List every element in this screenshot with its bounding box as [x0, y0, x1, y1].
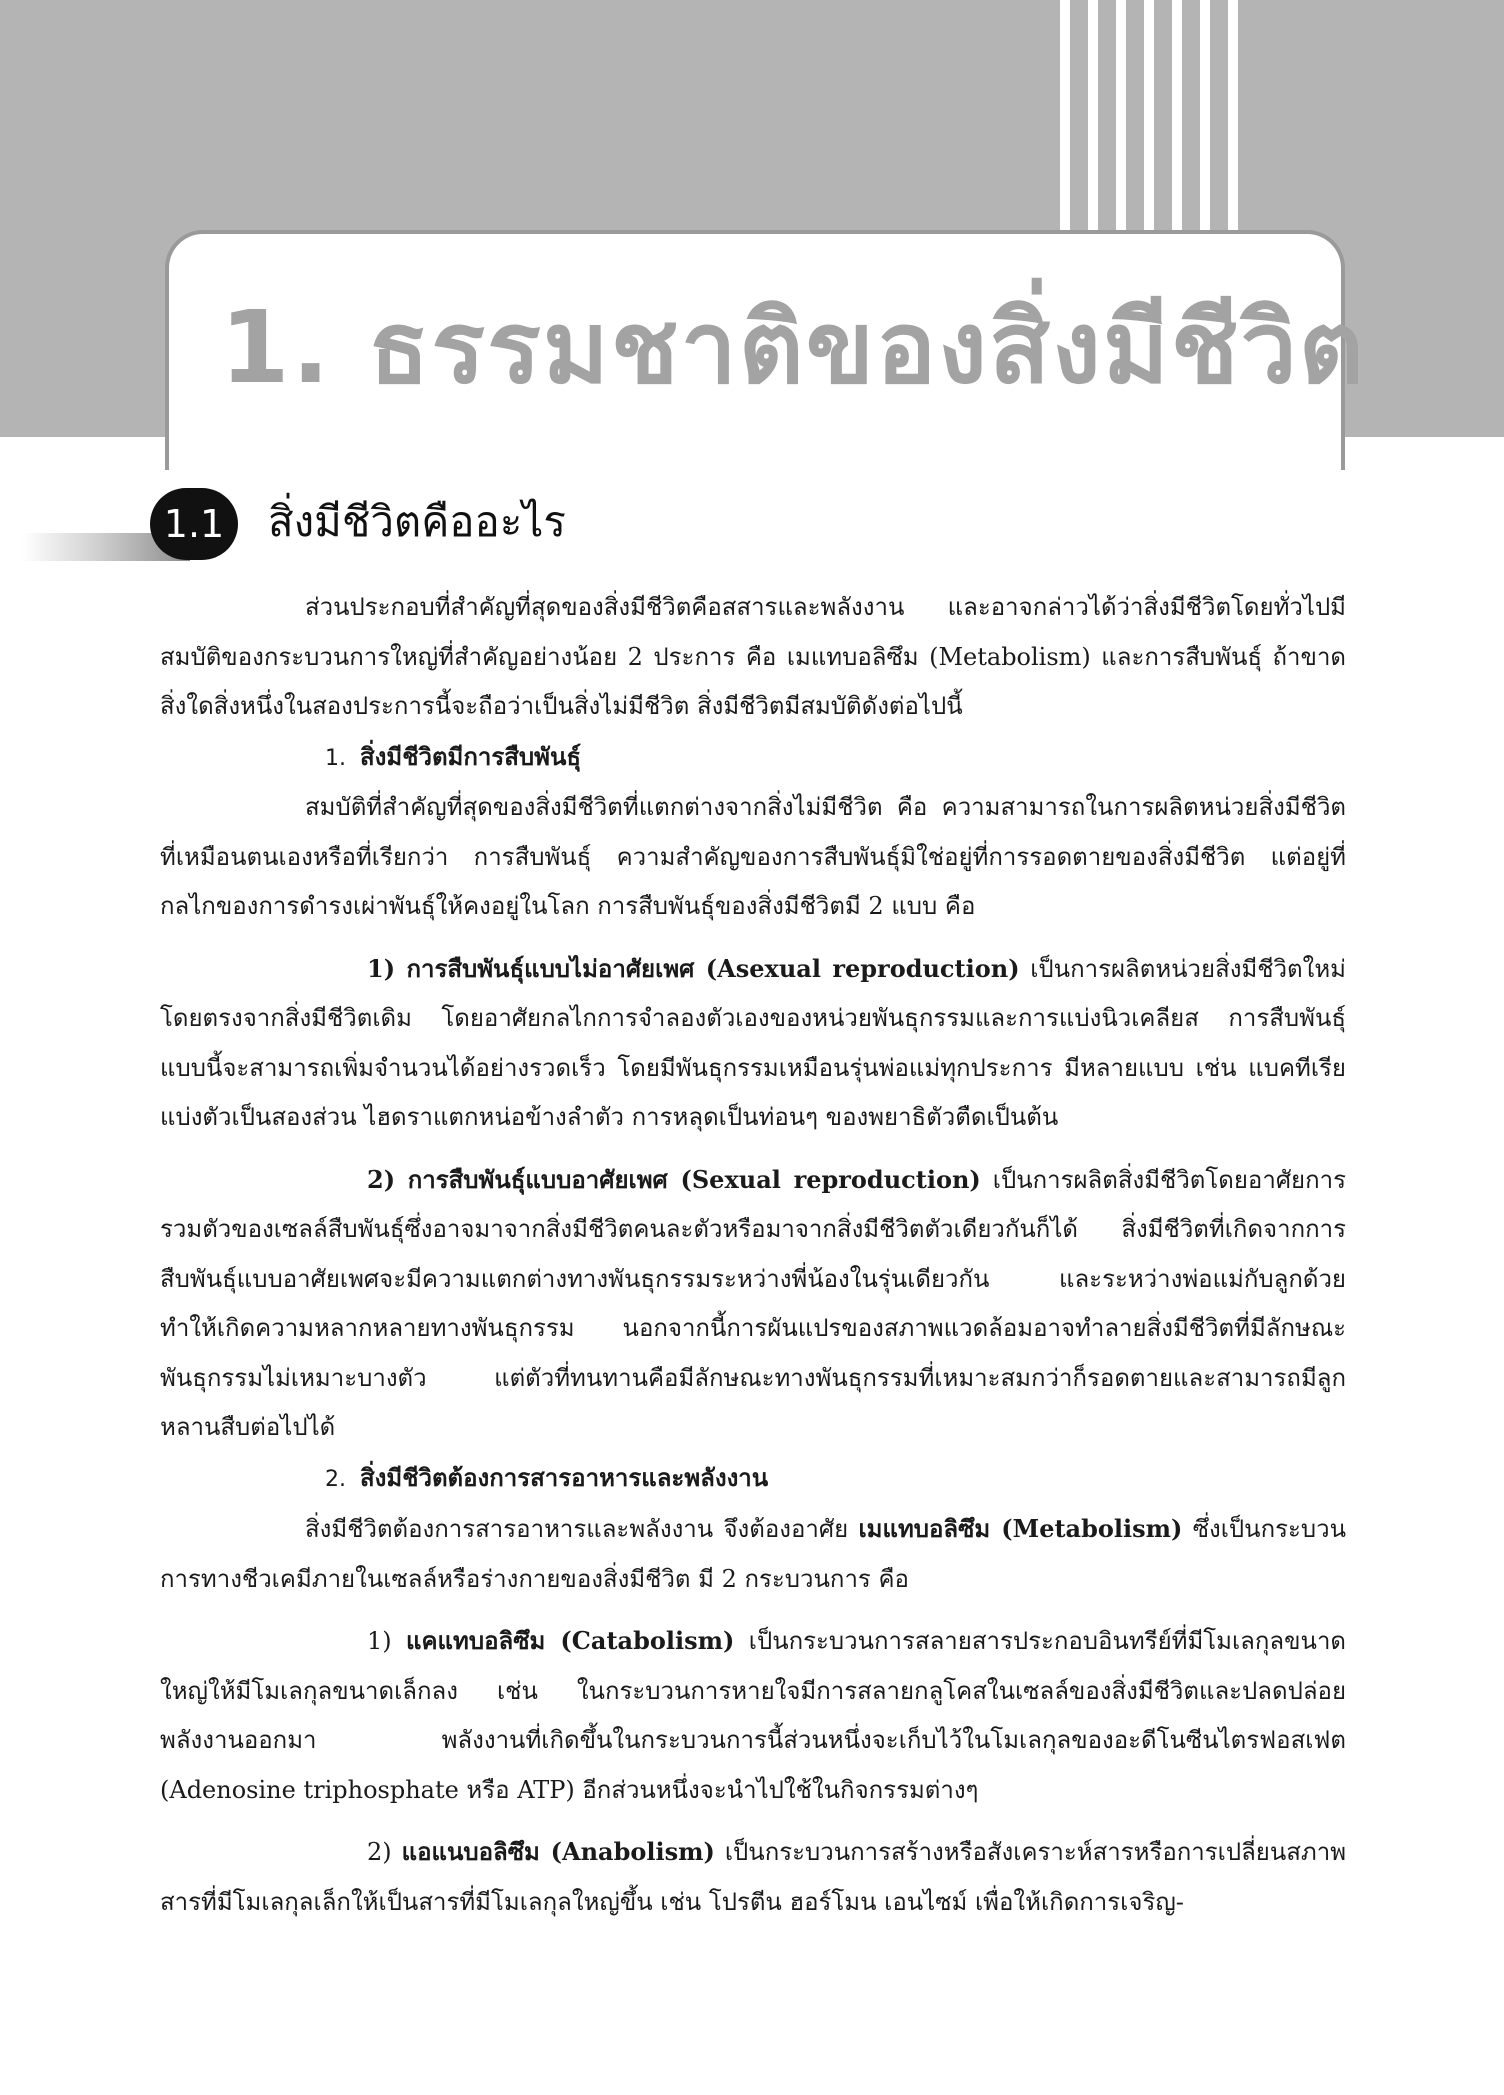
item2-heading [160, 1453, 1346, 1505]
item2-title: สิ่งมีชีวิตต้องการสารอาหารและพลังงาน [360, 1462, 769, 1492]
item1-paragraph: สมบัติที่สำคัญที่สุดของสิ่งมีชีวิตที่แตกต่างจากสิ่งไม่มีชีวิต คือ ความสามารถในการผลิตหน่วยสิ่งมีชีวิตที่เหมือนตนเองหรือที่เรียกว่า การสืบพันธุ์ ความสำคัญของการสืบพันธุ์มิใช่อยู่ที่การรอดตายของสิ่งมีชีวิต แต่อยู่ที่กลไกของการดำรงเผ่าพันธุ์ให้คงอยู่ในโลก การสืบพันธุ์ของสิ่งมีชีวิตมี 2 แบบ คือ [160, 793, 1346, 920]
item2-text-bold: เมแทบอลิซึม (Metabolism) [858, 1514, 1183, 1543]
section-title: สิ่งมีชีวิตคืออะไร [268, 497, 566, 546]
item2-sub2-paragraph [160, 1827, 1346, 1927]
item1-sub2-paragraph [160, 1155, 1346, 1453]
item1-title: สิ่งมีชีวิตมีการสืบพันธุ์ [360, 741, 582, 771]
page-body [160, 583, 1346, 1927]
decorative-stripes [1060, 0, 1290, 230]
item2-sub2-text: เป็นกระบวนการสร้างหรือสังเคราะห์สารหรือการเปลี่ยนสภาพสารที่มีโมเลกุลเล็กให้เป็นสารที่มีโมเลกุลใหญ่ขึ้น เช่น โปรตีน ฮอร์โมน เอนไซม์ เพื่อให้เกิดการเจริญ- [160, 1838, 1347, 1916]
item2-sub1-paragraph [160, 1616, 1346, 1815]
item1-heading [160, 732, 1346, 784]
item1-sub1-paragraph [160, 944, 1346, 1143]
intro-paragraph: ส่วนประกอบที่สำคัญที่สุดของสิ่งมีชีวิตคือสสารและพลังงาน และอาจกล่าวได้ว่าสิ่งมีชีวิตโดยทั่วไปมีสมบัติของกระบวนการใหญ่ที่สำคัญอย่างน้อย 2 ประการ คือ เมแทบอลิซึม (Metabolism) และการสืบพันธุ์ ถ้าขาดสิ่งใดสิ่งหนึ่งในสองประการนี้จะถือว่าเป็นสิ่งไม่มีชีวิต สิ่งมีชีวิตมีสมบัติดังต่อไปนี้ [160, 593, 1346, 720]
item2-text-a: สิ่งมีชีวิตต้องการสารอาหารและพลังงาน จึงต้องอาศัย [305, 1515, 859, 1543]
item2-paragraph [160, 1504, 1346, 1604]
chapter-title: 1. ธรรมชาติของสิ่งมีชีวิต [220, 289, 1366, 406]
item1-sub1-text: เป็นการผลิตหน่วยสิ่งมีชีวิตใหม่โดยตรงจากสิ่งมีชีวิตเดิม โดยอาศัยกลไกการจำลองตัวเองของหน่วยพันธุกรรมและการแบ่งนิวเคลียส การสืบพันธุ์แบบนี้จะสามารถเพิ่มจำนวนได้อย่างรวดเร็ว โดยมีพันธุกรรมเหมือนรุ่นพ่อแม่ทุกประการ มีหลายแบบ เช่น แบคทีเรียแบ่งตัวเป็นสองส่วน ไฮดราแตกหน่อข้างลำตัว การหลุดเป็นท่อนๆ ของพยาธิตัวตืดเป็นต้น [160, 954, 1346, 1131]
section-number-badge: 1.1 [150, 488, 238, 560]
item1-sub2-lead: 2) การสืบพันธุ์แบบอาศัยเพศ (Sexual reproduction) [367, 1164, 981, 1194]
item2-number: 2. [325, 1466, 346, 1492]
item2-sub2-num: 2) [367, 1838, 402, 1866]
item2-sub1-lead: แคแทบอลิซึม (Catabolism) [406, 1626, 735, 1655]
item1-number: 1. [325, 745, 346, 771]
item2-sub1-num: 1) [367, 1627, 407, 1655]
item1-sub1-lead: 1) การสืบพันธุ์แบบไม่อาศัยเพศ (Asexual reproduction) [367, 953, 1020, 983]
item1-sub2-text: เป็นการผลิตสิ่งมีชีวิตโดยอาศัยการรวมตัวของเซลล์สืบพันธุ์ซึ่งอาจมาจากสิ่งมีชีวิตคนละตัวหรือมาจากสิ่งมีชีวิตตัวเดียวกันก็ได้ สิ่งมีชีวิตที่เกิดจากการสืบพันธุ์แบบอาศัยเพศจะมีความแตกต่างทางพันธุกรรมระหว่างพี่น้องในรุ่นเดียวกัน และระหว่างพ่อแม่กับลูกด้วย ทำให้เกิดความหลากหลายทางพันธุกรรม นอกจากนี้การผันแปรของสภาพแวดล้อมอาจทำลายสิ่งมีชีวิตที่มีลักษณะพันธุกรรมไม่เหมาะบางตัว แต่ตัวที่ทนทานคือมีลักษณะทางพันธุกรรมที่เหมาะสมกว่าก็รอดตายและสามารถมีลูกหลานสืบต่อไปได้ [160, 1165, 1347, 1441]
item2-text-b: ซึ่งเป็นกระบวนการทางชีวเคมีภายในเซลล์หรือร่างกายของสิ่งมีชีวิต มี 2 กระบวนการ คือ [160, 1515, 1346, 1593]
item2-sub1-text: เป็นกระบวนการสลายสารประกอบอินทรีย์ที่มีโมเลกุลขนาดใหญ่ให้มีโมเลกุลขนาดเล็กลง เช่น ในกระบวนการหายใจมีการสลายกลูโคสในเซลล์ของสิ่งมีชีวิตและปลดปล่อยพลังงานออกมา พลังงานที่เกิดขึ้นในกระบวนการนี้ส่วนหนึ่งจะเก็บไว้ในโมเลกุลของอะดีโนซีนไตรฟอสเฟต (Adenosine triphosphate หรือ ATP) อีกส่วนหนึ่งจะนำไปใช้ในกิจกรรมต่างๆ [160, 1627, 1346, 1804]
item2-sub2-lead: แอแนบอลิซึม (Anabolism) [401, 1837, 715, 1866]
